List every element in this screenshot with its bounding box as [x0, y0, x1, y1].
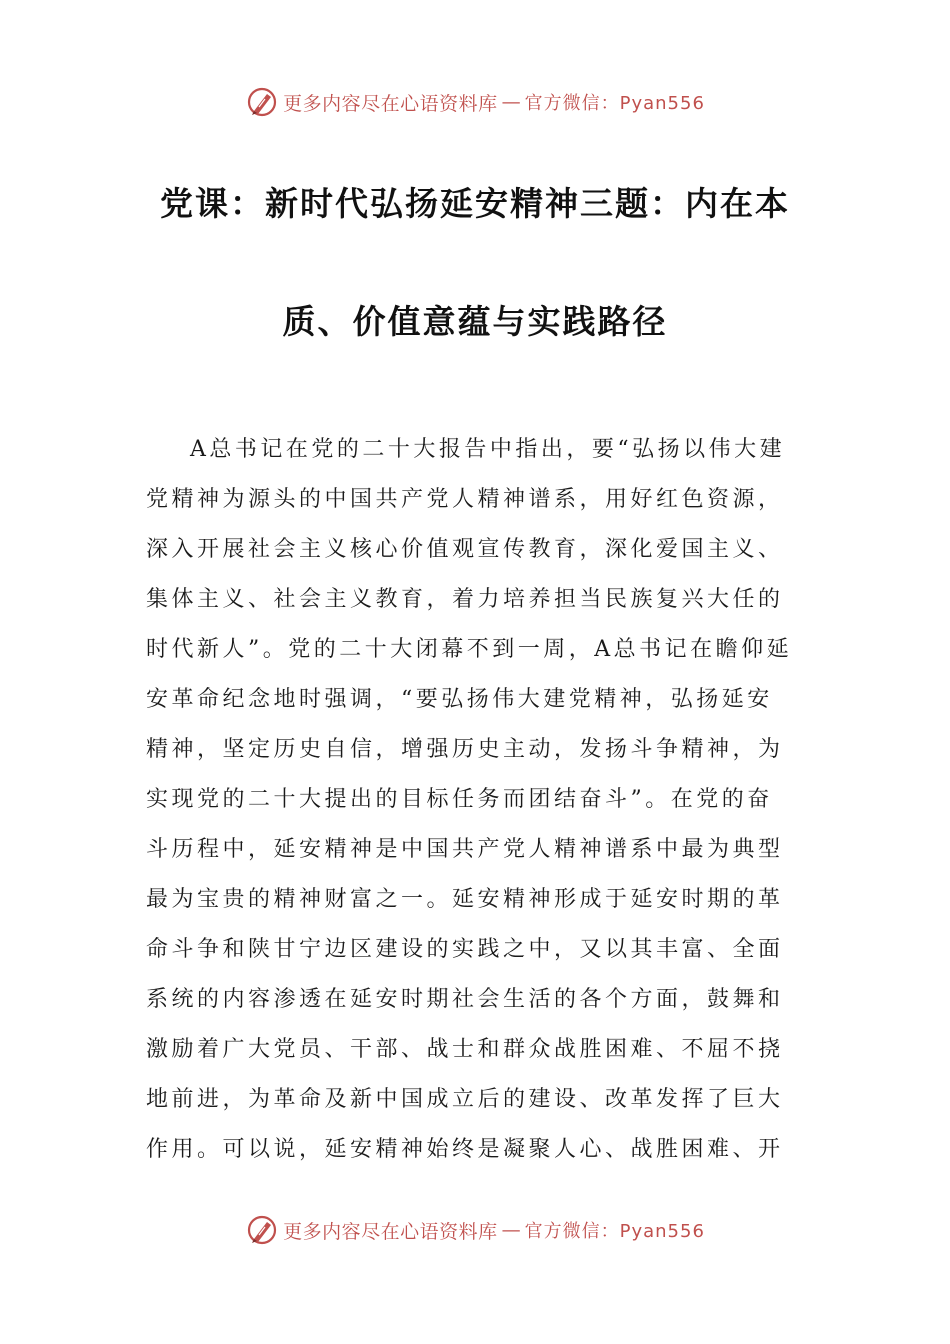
pen-nib-icon: [245, 85, 279, 119]
document-title-line-1: 党课：新时代弘扬延安精神三题：内在本: [160, 184, 790, 223]
body-line: 时代新人”。党的二十大闭幕不到一周，A总书记在瞻仰延: [146, 637, 793, 662]
body-line: 地前进，为革命及新中国成立后的建设、改革发挥了巨大: [146, 1087, 784, 1112]
body-line: 斗历程中，延安精神是中国共产党人精神谱系中最为典型: [146, 837, 784, 862]
wechat-label: 官方微信：Pyan556: [524, 93, 705, 114]
body-line: 系统的内容渗透在延安时期社会生活的各个方面，鼓舞和: [146, 987, 784, 1012]
body-line: 集体主义、社会主义教育，着力培养担当民族复兴大任的: [146, 587, 784, 612]
promo-text: 更多内容尽在心语资料库: [283, 1220, 498, 1243]
pen-nib-icon: [245, 1213, 279, 1247]
body-line: 激励着广大党员、干部、战士和群众战胜困难、不屈不挠: [146, 1037, 784, 1062]
body-line: 命斗争和陕甘宁边区建设的实践之中，又以其丰富、全面: [146, 937, 784, 962]
promo-separator: —: [501, 1219, 521, 1241]
body-line: 深入开展社会主义核心价值观宣传教育，深化爱国主义、: [146, 537, 784, 562]
body-paragraph: [146, 425, 806, 1175]
promo-separator: —: [501, 91, 521, 113]
body-line: 实现党的二十大提出的目标任务而团结奋斗”。在党的奋: [146, 787, 773, 812]
footer-watermark: [0, 1210, 950, 1250]
body-line: 作用。可以说，延安精神始终是凝聚人心、战胜困难、开: [146, 1137, 784, 1162]
document-title-line-2: 质、价值意蕴与实践路径: [282, 302, 668, 341]
body-line: 安革命纪念地时强调，“要弘扬伟大建党精神，弘扬延安: [146, 687, 773, 712]
promo-text: 更多内容尽在心语资料库: [283, 92, 498, 115]
body-line: 最为宝贵的精神财富之一。延安精神形成于延安时期的革: [146, 887, 784, 912]
body-line: 精神，坚定历史自信，增强历史主动，发扬斗争精神，为: [146, 737, 784, 762]
header-watermark: [0, 82, 950, 122]
wechat-label: 官方微信：Pyan556: [524, 1221, 705, 1242]
body-line: A总书记在党的二十大报告中指出，要“弘扬以伟大建: [190, 437, 786, 462]
body-line: 党精神为源头的中国共产党人精神谱系，用好红色资源，: [146, 487, 784, 512]
